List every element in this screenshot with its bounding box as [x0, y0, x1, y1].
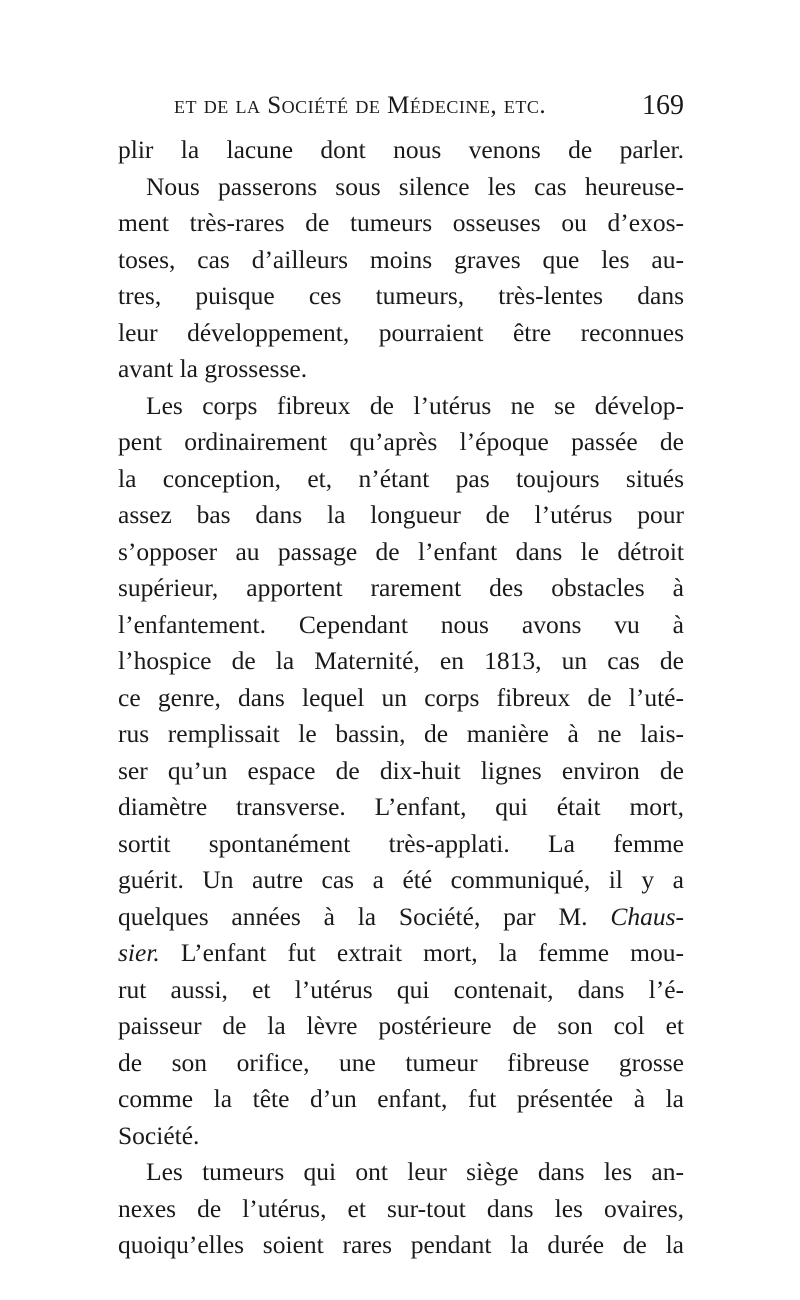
text-line: plir la lacune dont nous venons de parler. — [118, 135, 684, 164]
text-line: toses, cas d’ailleurs moins graves que les au- — [118, 244, 684, 274]
text-line: l’enfantement. Cependant nous avons vu à — [118, 609, 684, 639]
running-title: et de la Société de Médecine, etc. — [174, 92, 547, 119]
text-line: Société. — [118, 1120, 200, 1150]
text-line: ser qu’un espace de dix-huit lignes environ de — [118, 755, 684, 785]
text-line: ce genre, dans lequel un corps fibreux de l’uté- — [118, 682, 684, 712]
text-line: leur développement, pourraient être reconnues — [118, 317, 684, 347]
text-line: quoiqu’elles soient rares pendant la durée de la — [118, 1230, 684, 1259]
running-head — [118, 86, 684, 126]
author-name-italic: sier. — [118, 938, 160, 967]
text-line: tres, puisque ces tumeurs, très-lentes dans — [118, 281, 684, 310]
text-fragment: quelques années à la Société, par M. — [118, 901, 588, 931]
text-line: nexes de l’utérus, et sur-tout dans les ovaires, — [118, 1193, 684, 1223]
text-line: supérieur, apportent rarement des obstacles à — [118, 573, 684, 602]
text-line: pent ordinairement qu’après l’époque passée de — [118, 427, 684, 456]
text-line: rus remplissait le bassin, de manière à ne lais- — [118, 719, 684, 748]
text-line: diamètre transverse. L’enfant, qui était mort, — [118, 792, 684, 821]
text-line: avant la grossesse. — [118, 354, 308, 383]
text-fragment: L’enfant fut extrait mort, la femme mou- — [180, 938, 684, 967]
text-line-with-name — [118, 899, 684, 936]
body-text — [118, 132, 684, 1264]
text-line: la conception, et, n’étant pas toujours situés — [118, 463, 684, 493]
author-name-italic: Chaus- — [610, 901, 684, 931]
text-line: assez bas dans la longueur de l’utérus pour — [118, 500, 684, 529]
text-line: Nous passerons sous silence les cas heureuse- — [146, 171, 684, 201]
text-line: paisseur de la lèvre postérieure de son col et — [118, 1011, 684, 1040]
page-number: 169 — [642, 90, 684, 121]
text-line: de son orifice, une tumeur fibreuse grosse — [118, 1047, 684, 1077]
text-line: rut aussi, et l’utérus qui contenait, dans l’é- — [118, 974, 684, 1004]
text-line: sortit spontanément très-applati. La femme — [118, 828, 684, 858]
text-line: Les tumeurs qui ont leur siège dans les an- — [146, 1157, 684, 1186]
text-line-with-name — [118, 935, 684, 972]
text-line: ment très-rares de tumeurs osseuses ou d’exos- — [118, 208, 684, 237]
text-line: comme la tête d’un enfant, fut présentée à la — [118, 1084, 684, 1113]
text-line: guérit. Un autre cas a été communiqué, il y a — [118, 865, 684, 894]
text-line: s’opposer au passage de l’enfant dans le détroit — [118, 536, 684, 566]
text-line: l’hospice de la Maternité, en 1813, un cas de — [118, 646, 684, 675]
text-line: Les corps fibreux de l’utérus ne se dévelop- — [146, 390, 684, 420]
